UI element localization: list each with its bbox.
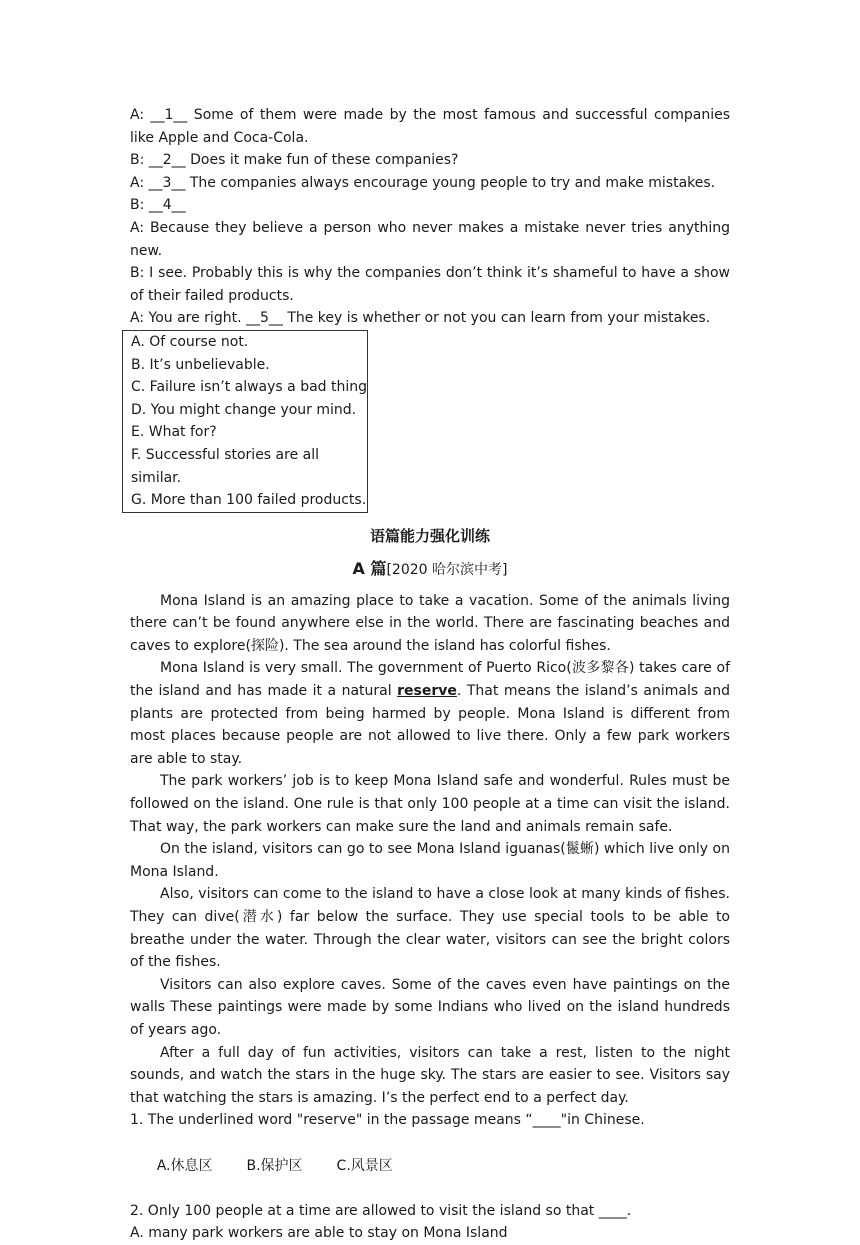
dialogue-line: B: I see. Probably this is why the companies don’t think it’s shameful to have a show of their failed products. xyxy=(130,265,735,304)
dialogue-line: B: __4__ xyxy=(130,197,186,214)
choice-b: B.保护区 xyxy=(246,1157,303,1174)
dialogue-line: B: __2__ Does it make fun of these companies? xyxy=(130,152,459,169)
document-page xyxy=(130,104,735,1245)
option-item: B. It’s unbelievable. xyxy=(131,356,270,373)
dialogue-line: A: Because they believe a person who never makes a mistake never tries anything new. xyxy=(130,219,735,259)
question-2: 2. Only 100 people at a time are allowed to visit the island so that ____. xyxy=(130,1202,632,1219)
passage-title xyxy=(130,558,730,581)
question-1: 1. The underlined word "reserve" in the passage means “____"in Chinese. xyxy=(130,1112,645,1129)
paragraph: The park workers’ job is to keep Mona Island safe and wonderful. Rules must be followed on the island. One rule is that only 100 people at a time can visit the island. That way, the park workers can make sure the land and animals remain safe. xyxy=(130,773,735,835)
paragraph: Visitors can also explore caves. Some of the caves even have paintings on the walls These paintings were made by some Indians who lived on the island hundreds of years ago. xyxy=(130,976,735,1038)
paragraph xyxy=(130,657,735,770)
option-item: G. More than 100 failed products. xyxy=(131,492,367,509)
passage xyxy=(130,590,735,1110)
paragraph: After a full day of fun activities, visitors can take a rest, listen to the night sounds, and watch the stars in the huge sky. The stars are easier to see. Visitors say that watching the stars is amazing. I’s the perfect end to a perfect day. xyxy=(130,1044,735,1106)
option-item: D. You might change your mind. xyxy=(131,401,357,418)
paragraph: On the island, visitors can go to see Mona Island iguanas(鬣蜥) which live only on Mona Island. xyxy=(130,841,735,880)
dialogue-line: A: __1__ Some of them were made by the most famous and successful companies like Apple and Coca-Cola. xyxy=(130,107,735,146)
option-item: E. What for? xyxy=(131,424,217,441)
section-title: 语篇能力强化训练 xyxy=(369,526,490,545)
option-item: F. Successful stories are all similar. xyxy=(131,446,324,486)
passage-label: A 篇 xyxy=(352,558,387,578)
dialogue xyxy=(130,104,735,330)
paragraph-text: . That means the island’s animals and plants are protected from being harmed by people. Mona Island is different from most places because people are not allowed to live there. Only a few park workers are able to stay. xyxy=(130,683,735,767)
choice-c: C.风景区 xyxy=(336,1157,393,1174)
paragraph: Also, visitors can come to the island to have a close look at many kinds of fishes. They can dive(潜水) far below the surface. They use special tools to be able to breathe under the water. Through the clear water, visitors can see the bright colors of the fishes. xyxy=(130,886,735,971)
option-item: A. Of course not. xyxy=(131,333,249,350)
question-2-choice-a: A. many park workers are able to stay on Mona Island xyxy=(130,1225,508,1242)
dialogue-line: A: You are right. __5__ The key is whether or not you can learn from your mistakes. xyxy=(130,310,711,327)
questions xyxy=(130,1109,730,1245)
choice-a: A.休息区 xyxy=(156,1157,213,1174)
passage-source: [2020 哈尔滨中考] xyxy=(386,561,508,578)
options-box xyxy=(122,330,368,513)
paragraph-text: Mona Island is very small. The government of Puerto Rico(波多黎各) takes care of the island and has made it a natural xyxy=(130,660,735,700)
dialogue-line: A: __3__ The companies always encourage young people to try and make mistakes. xyxy=(130,174,716,191)
underlined-word-reserve: reserve xyxy=(397,683,457,700)
question-1-choices xyxy=(130,1132,730,1200)
paragraph: Mona Island is an amazing place to take a vacation. Some of the animals living there can’t be found anywhere else in the world. There are fascinating beaches and caves to explore(探险). The sea around the island has colorful fishes. xyxy=(130,592,735,654)
option-item: C. Failure isn’t always a bad thing xyxy=(131,379,368,396)
